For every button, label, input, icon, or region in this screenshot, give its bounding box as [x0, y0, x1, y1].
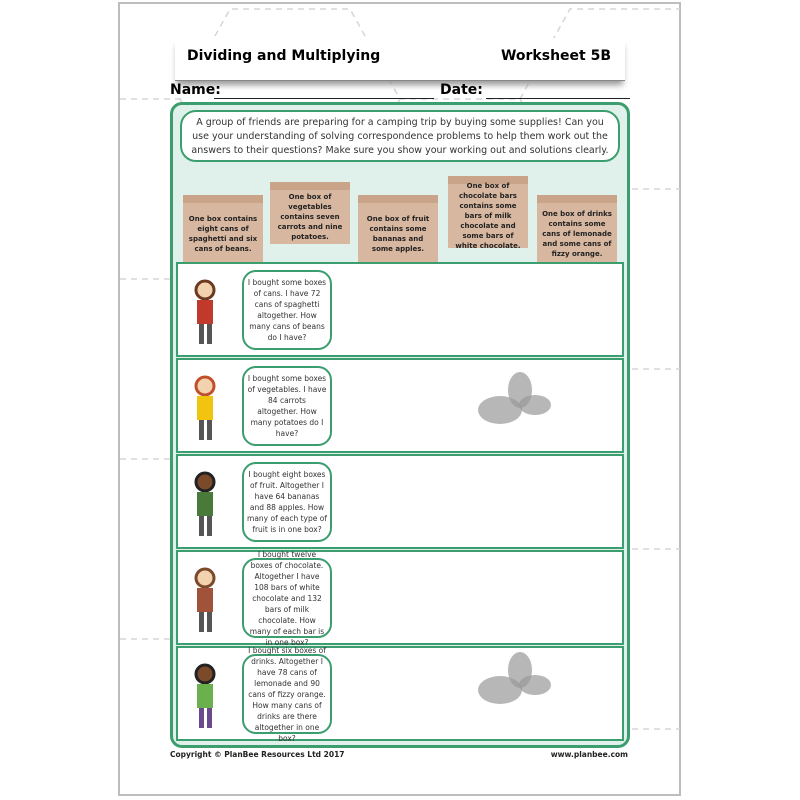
- supply-box-drinks: One box of drinks contains some cans of lemonade and some cans of fizzy orange.: [537, 195, 617, 265]
- supply-box-chocolate: One box of chocolate bars contains some bars of milk chocolate and some bars of white chocolate.: [448, 176, 528, 248]
- child-character-icon: [188, 470, 222, 540]
- copyright-text: Copyright © PlanBee Resources Ltd 2017: [170, 750, 345, 759]
- intro-text: A group of friends are preparing for a camping trip by buying some supplies! Can you use your understanding of solving correspondence problems to help them work out the answers to their questions? Make sure you show your working out and solutions clearly.: [180, 110, 620, 162]
- worksheet-title: Dividing and Multiplying: [187, 48, 381, 64]
- date-field[interactable]: [486, 98, 630, 99]
- title-bar: [175, 38, 625, 81]
- question-row-1: [176, 262, 624, 357]
- question-row-2: [176, 358, 624, 453]
- bee-watermark-icon: [465, 370, 555, 440]
- child-character-icon: [188, 662, 222, 732]
- date-label: Date:: [440, 82, 483, 98]
- question-row-5: [176, 646, 624, 741]
- child-character-icon: [188, 566, 222, 636]
- name-label: Name:: [170, 82, 221, 98]
- question-bubble: I bought eight boxes of fruit. Altogether I have 64 bananas and 88 apples. How many of each type of fruit is in one box?: [242, 462, 332, 542]
- name-field[interactable]: [214, 98, 434, 99]
- child-character-icon: [188, 278, 222, 348]
- question-row-3: [176, 454, 624, 549]
- supply-box-cans: One box contains eight cans of spaghetti and six cans of beans.: [183, 195, 263, 265]
- website-link[interactable]: www.planbee.com: [550, 750, 628, 759]
- name-date-row: [170, 82, 630, 102]
- question-bubble: I bought six boxes of drinks. Altogether I have 78 cans of lemonade and 90 cans of fizzy orange. How many cans of drinks are there altogether in one box?: [242, 654, 332, 734]
- child-character-icon: [188, 374, 222, 444]
- question-bubble: I bought some boxes of vegetables. I have 84 carrots altogether. How many potatoes do I have?: [242, 366, 332, 446]
- question-bubble: I bought twelve boxes of chocolate. Altogether I have 108 bars of white chocolate and 132 bars of milk chocolate. How many of each bar is in one box?: [242, 558, 332, 638]
- supply-box-vegetables: One box of vegetables contains seven carrots and nine potatoes.: [270, 182, 350, 244]
- bee-watermark-icon: [465, 650, 555, 720]
- worksheet-number: Worksheet 5B: [500, 48, 611, 64]
- question-row-4: [176, 550, 624, 645]
- question-bubble: I bought some boxes of cans. I have 72 cans of spaghetti altogether. How many cans of beans do I have?: [242, 270, 332, 350]
- supply-box-fruit: One box of fruit contains some bananas and some apples.: [358, 195, 438, 265]
